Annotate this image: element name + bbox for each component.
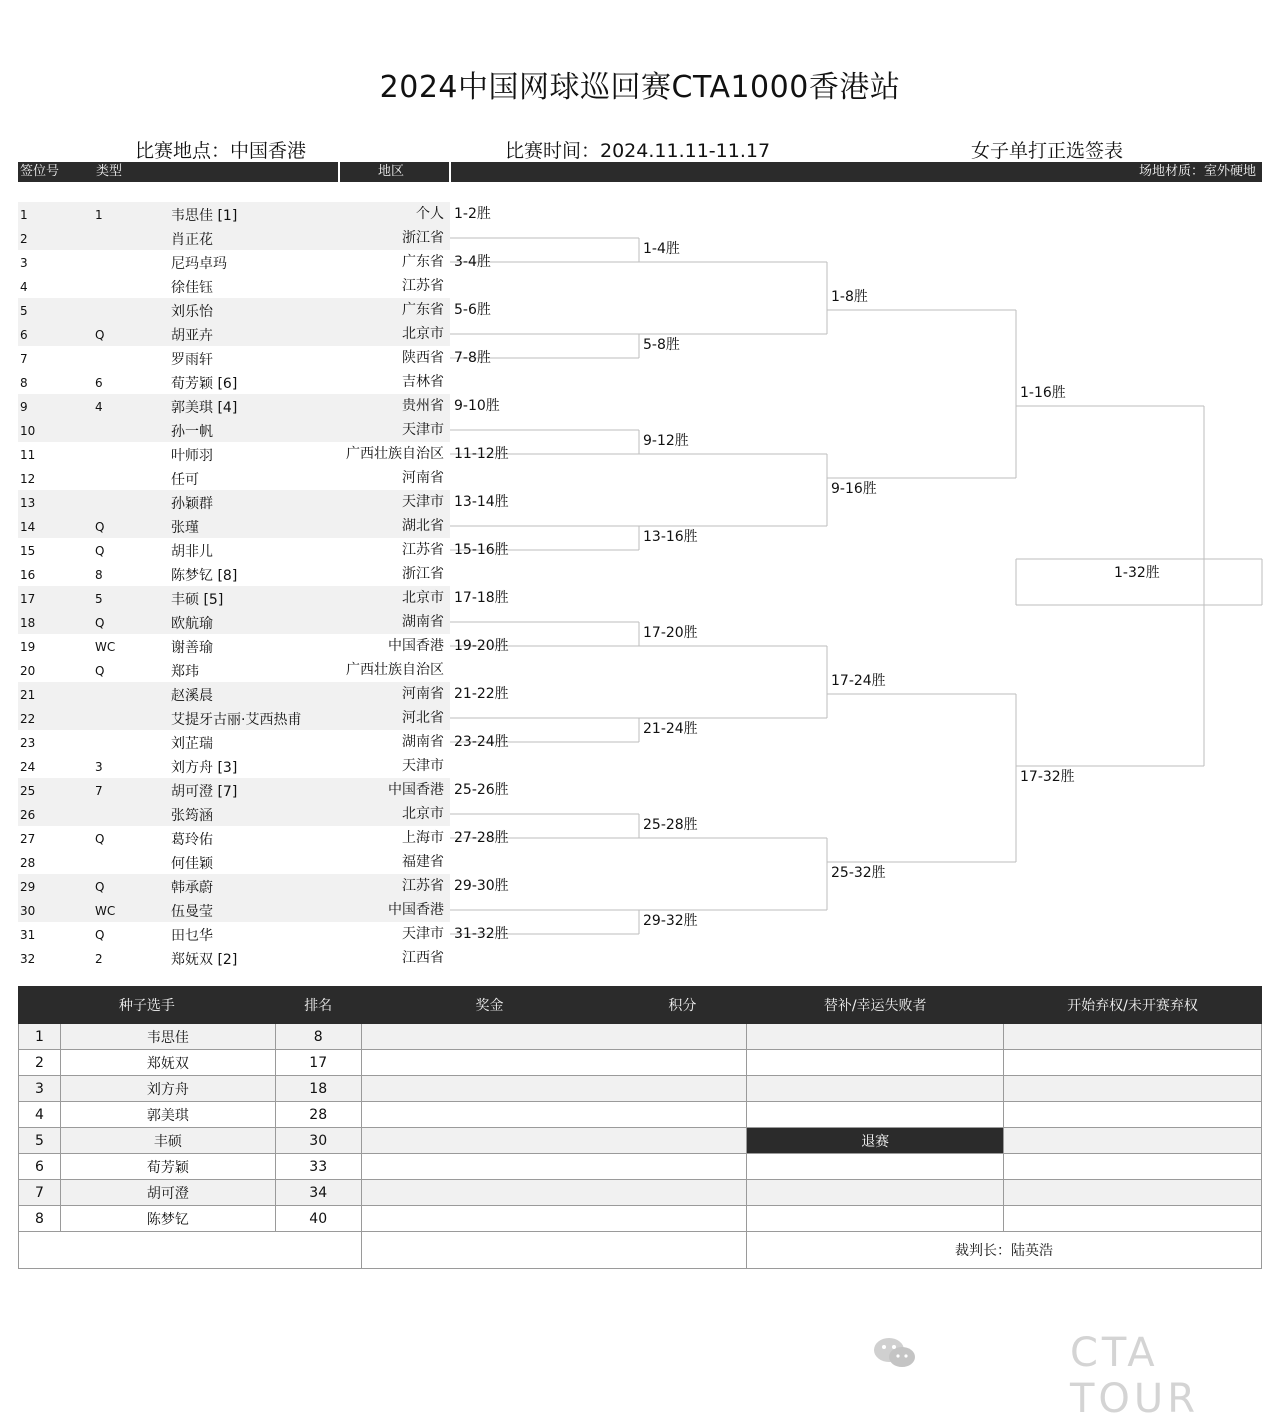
winner-slot-label: 29-30胜 xyxy=(454,878,509,894)
entry-type: Q xyxy=(95,664,105,678)
winner-slot-label: 5-6胜 xyxy=(454,302,491,318)
alternates-cell xyxy=(747,1024,1004,1050)
player-region: 河南省 xyxy=(402,686,444,702)
seed-row xyxy=(19,1024,1262,1050)
player-name: 张瑾 xyxy=(171,520,199,536)
player-region: 江西省 xyxy=(402,950,444,966)
player-name: 韦思佳 [1] xyxy=(171,208,238,224)
seed-name: 刘方舟 xyxy=(60,1076,275,1102)
player-region: 湖南省 xyxy=(402,614,444,630)
draw-position: 15 xyxy=(20,544,36,558)
player-name: 尼玛卓玛 xyxy=(171,256,227,272)
entry-type: 7 xyxy=(95,784,103,798)
prize-cell xyxy=(361,1076,747,1102)
player-name: 赵溪晨 xyxy=(171,688,213,704)
entry-type: 2 xyxy=(95,952,103,966)
player-name: 韩承蔚 xyxy=(171,880,213,896)
player-name: 罗雨轩 xyxy=(171,352,213,368)
player-region: 贵州省 xyxy=(402,398,444,414)
player-name: 徐佳钰 xyxy=(171,280,213,296)
entry-type: Q xyxy=(95,328,105,342)
region-header: 地区 xyxy=(378,164,405,179)
player-name: 田乜华 xyxy=(171,928,213,944)
winner-slot-label: 25-28胜 xyxy=(643,817,698,833)
player-region: 福建省 xyxy=(402,854,444,870)
player-name: 刘方舟 [3] xyxy=(171,760,238,776)
draw-position: 21 xyxy=(20,688,36,702)
retired-cell xyxy=(1004,1128,1262,1154)
draw-position: 1 xyxy=(20,208,28,222)
entry-type: 8 xyxy=(95,568,103,582)
seed-rank: 40 xyxy=(275,1206,361,1232)
player-name: 任可 xyxy=(171,472,199,488)
draw-position: 31 xyxy=(20,928,36,942)
winner-slot-label: 11-12胜 xyxy=(454,446,509,462)
retired-cell xyxy=(1004,1076,1262,1102)
retired-cell xyxy=(1004,1050,1262,1076)
draw-position: 27 xyxy=(20,832,36,846)
retired-cell xyxy=(1004,1102,1262,1128)
player-name: 胡可澄 [7] xyxy=(171,784,238,800)
player-region: 中国香港 xyxy=(388,782,444,798)
draw-position: 25 xyxy=(20,784,36,798)
winner-slot-label: 1-2胜 xyxy=(454,206,491,222)
player-region: 天津市 xyxy=(402,926,444,942)
alternates-cell xyxy=(747,1206,1004,1232)
draw-position: 32 xyxy=(20,952,36,966)
player-region: 北京市 xyxy=(402,326,444,342)
wechat-icon xyxy=(872,1336,918,1370)
player-name: 叶师羽 xyxy=(171,448,213,464)
seed-number: 1 xyxy=(19,1024,61,1050)
player-region: 广东省 xyxy=(402,302,444,318)
winner-slot-label: 21-22胜 xyxy=(454,686,509,702)
draw-no-header: 签位号 xyxy=(20,164,60,179)
player-region: 广西壮族自治区 xyxy=(346,662,444,678)
player-name: 郑妩双 [2] xyxy=(171,952,238,968)
prize-cell xyxy=(361,1206,747,1232)
draw-position: 17 xyxy=(20,592,36,606)
seed-rank: 34 xyxy=(275,1180,361,1206)
draw-position: 14 xyxy=(20,520,36,534)
player-name: 刘乐怡 xyxy=(171,304,213,320)
draw-position: 4 xyxy=(20,280,28,294)
player-name: 谢善瑜 xyxy=(171,640,213,656)
player-region: 江苏省 xyxy=(402,542,444,558)
player-name: 欧航瑜 xyxy=(171,616,213,632)
player-name: 郭美琪 [4] xyxy=(171,400,238,416)
player-region: 北京市 xyxy=(402,806,444,822)
draw-position: 28 xyxy=(20,856,36,870)
winner-slot-label: 1-8胜 xyxy=(831,289,868,305)
alternates-cell xyxy=(747,1076,1004,1102)
player-name: 丰硕 [5] xyxy=(171,592,224,608)
player-name: 葛玲佑 xyxy=(171,832,213,848)
player-region: 上海市 xyxy=(402,830,444,846)
prize-header: 奖金 xyxy=(361,987,618,1024)
draw-position: 30 xyxy=(20,904,36,918)
draw-position: 20 xyxy=(20,664,36,678)
entry-type: WC xyxy=(95,904,116,918)
draw-position: 2 xyxy=(20,232,28,246)
draw-position: 29 xyxy=(20,880,36,894)
seed-name: 丰硕 xyxy=(60,1128,275,1154)
seed-number: 3 xyxy=(19,1076,61,1102)
player-name: 刘芷瑞 xyxy=(171,736,213,752)
seed-name: 胡可澄 xyxy=(60,1180,275,1206)
alternates-header: 替补/幸运失败者 xyxy=(747,987,1004,1024)
winner-slot-label: 7-8胜 xyxy=(454,350,491,366)
seed-rank: 28 xyxy=(275,1102,361,1128)
seed-row xyxy=(19,1128,1262,1154)
alternates-cell xyxy=(747,1180,1004,1206)
winner-slot-label: 13-16胜 xyxy=(643,529,698,545)
seed-number: 2 xyxy=(19,1050,61,1076)
seed-rank: 33 xyxy=(275,1154,361,1180)
entry-type: Q xyxy=(95,832,105,846)
seed-number: 5 xyxy=(19,1128,61,1154)
seed-name: 荀芳颖 xyxy=(60,1154,275,1180)
winner-slot-label: 23-24胜 xyxy=(454,734,509,750)
draw-position: 8 xyxy=(20,376,28,390)
player-region: 天津市 xyxy=(402,422,444,438)
entry-type: Q xyxy=(95,544,105,558)
withdraw-label: 退赛 xyxy=(747,1128,1004,1154)
winner-slot-label: 9-16胜 xyxy=(831,481,877,497)
player-region: 广西壮族自治区 xyxy=(346,446,444,462)
winner-slot-label: 1-16胜 xyxy=(1020,385,1066,401)
winner-slot-label: 5-8胜 xyxy=(643,337,680,353)
draw-position: 6 xyxy=(20,328,28,342)
entry-type: 6 xyxy=(95,376,103,390)
seed-row xyxy=(19,1102,1262,1128)
player-name: 荀芳颖 [6] xyxy=(171,376,238,392)
draw-position: 26 xyxy=(20,808,36,822)
entry-type: 5 xyxy=(95,592,103,606)
player-name: 何佳颖 xyxy=(171,856,213,872)
player-name: 艾提牙古丽·艾西热甫 xyxy=(171,712,302,728)
venue-info: 比赛地点：中国香港 xyxy=(135,140,307,162)
player-region: 湖北省 xyxy=(402,518,444,534)
draw-position: 5 xyxy=(20,304,28,318)
footer-empty-cell xyxy=(361,1232,747,1269)
seed-rank: 8 xyxy=(275,1024,361,1050)
seed-row xyxy=(19,1180,1262,1206)
player-region: 湖南省 xyxy=(402,734,444,750)
player-name: 孙一帆 xyxy=(171,424,213,440)
winner-slot-label: 29-32胜 xyxy=(643,913,698,929)
entry-type: Q xyxy=(95,520,105,534)
player-region: 个人 xyxy=(416,206,444,222)
seed-name: 韦思佳 xyxy=(60,1024,275,1050)
player-region: 天津市 xyxy=(402,494,444,510)
prize-cell xyxy=(361,1024,747,1050)
winner-slot-label: 27-28胜 xyxy=(454,830,509,846)
alternates-cell xyxy=(747,1050,1004,1076)
referee: 裁判长：陆英浩 xyxy=(747,1232,1262,1269)
seed-row xyxy=(19,1050,1262,1076)
player-region: 北京市 xyxy=(402,590,444,606)
player-name: 胡亚卉 xyxy=(171,328,213,344)
draw-position: 18 xyxy=(20,616,36,630)
winner-slot-label: 9-10胜 xyxy=(454,398,500,414)
draw-position: 22 xyxy=(20,712,36,726)
event-info: 女子单打正选签表 xyxy=(971,140,1124,162)
draw-position: 13 xyxy=(20,496,36,510)
winner-slot-label: 15-16胜 xyxy=(454,542,509,558)
page-title: 2024中国网球巡回赛CTA1000香港站 xyxy=(379,70,901,105)
draw-position: 12 xyxy=(20,472,36,486)
seed-name: 郑妩双 xyxy=(60,1050,275,1076)
entry-type: Q xyxy=(95,928,105,942)
player-region: 广东省 xyxy=(402,254,444,270)
entry-type: 4 xyxy=(95,400,103,414)
winner-slot-label: 19-20胜 xyxy=(454,638,509,654)
player-region: 江苏省 xyxy=(402,878,444,894)
player-region: 浙江省 xyxy=(402,566,444,582)
footer-empty-cell xyxy=(19,1232,362,1269)
winner-slot-label: 21-24胜 xyxy=(643,721,698,737)
player-name: 孙颖群 xyxy=(171,496,213,512)
seed-row xyxy=(19,1206,1262,1232)
watermark-text: CTA TOUR xyxy=(1070,1330,1199,1422)
alternates-cell xyxy=(747,1154,1004,1180)
entry-type: Q xyxy=(95,616,105,630)
draw-position: 24 xyxy=(20,760,36,774)
player-region: 河北省 xyxy=(402,710,444,726)
winner-slot-label: 9-12胜 xyxy=(643,433,689,449)
winner-slot-label: 17-24胜 xyxy=(831,673,886,689)
entry-type: 3 xyxy=(95,760,103,774)
player-region: 河南省 xyxy=(402,470,444,486)
seed-rank: 18 xyxy=(275,1076,361,1102)
draw-position: 7 xyxy=(20,352,28,366)
retired-cell xyxy=(1004,1206,1262,1232)
player-region: 中国香港 xyxy=(388,902,444,918)
draw-position: 10 xyxy=(20,424,36,438)
draw-position: 19 xyxy=(20,640,36,654)
winner-slot-label: 31-32胜 xyxy=(454,926,509,942)
seed-row xyxy=(19,1076,1262,1102)
seeds-table xyxy=(18,986,1262,1269)
seed-rank: 30 xyxy=(275,1128,361,1154)
surface-header: 场地材质：室外硬地 xyxy=(1138,164,1256,179)
winner-slot-label: 17-18胜 xyxy=(454,590,509,606)
winner-slot-label: 1-4胜 xyxy=(643,241,680,257)
prize-cell xyxy=(361,1102,747,1128)
entry-type: 1 xyxy=(95,208,103,222)
draw-position: 3 xyxy=(20,256,28,270)
seed-number: 8 xyxy=(19,1206,61,1232)
player-region: 浙江省 xyxy=(402,230,444,246)
retired-cell xyxy=(1004,1180,1262,1206)
seed-row xyxy=(19,1154,1262,1180)
winner-slot-label: 3-4胜 xyxy=(454,254,491,270)
winner-slot-label: 1-32胜 xyxy=(1114,565,1160,581)
player-region: 江苏省 xyxy=(402,278,444,294)
seed-number: 4 xyxy=(19,1102,61,1128)
player-name: 胡非儿 xyxy=(171,544,213,560)
draw-position: 23 xyxy=(20,736,36,750)
prize-cell xyxy=(361,1180,747,1206)
rank-header: 排名 xyxy=(275,987,361,1024)
winner-slot-label: 25-32胜 xyxy=(831,865,886,881)
player-name: 陈梦钇 [8] xyxy=(171,568,238,584)
winner-slot-label: 13-14胜 xyxy=(454,494,509,510)
draw-position: 16 xyxy=(20,568,36,582)
player-name: 伍曼莹 xyxy=(171,904,213,920)
draw-position: 9 xyxy=(20,400,28,414)
seed-number: 7 xyxy=(19,1180,61,1206)
retired-cell xyxy=(1004,1024,1262,1050)
prize-cell xyxy=(361,1128,747,1154)
entry-type: Q xyxy=(95,880,105,894)
seed-name: 郭美琪 xyxy=(60,1102,275,1128)
prize-cell xyxy=(361,1154,747,1180)
player-region: 陕西省 xyxy=(402,350,444,366)
date-info: 比赛时间：2024.11.11-11.17 xyxy=(505,140,771,162)
player-region: 吉林省 xyxy=(402,374,444,390)
winner-slot-label: 17-32胜 xyxy=(1020,769,1075,785)
player-region: 天津市 xyxy=(402,758,444,774)
player-name: 张筠涵 xyxy=(171,808,213,824)
alternates-cell xyxy=(747,1102,1004,1128)
draw-position: 11 xyxy=(20,448,36,462)
seed-rank: 17 xyxy=(275,1050,361,1076)
seed-player-header: 种子选手 xyxy=(19,987,276,1024)
entry-type: WC xyxy=(95,640,116,654)
type-header: 类型 xyxy=(96,164,123,179)
winner-slot-label: 25-26胜 xyxy=(454,782,509,798)
player-region: 中国香港 xyxy=(388,638,444,654)
winner-slot-label: 17-20胜 xyxy=(643,625,698,641)
player-name: 郑玮 xyxy=(171,664,199,680)
prize-cell xyxy=(361,1050,747,1076)
retired-header: 开始弃权/未开赛弃权 xyxy=(1004,987,1262,1024)
points-header: 积分 xyxy=(618,987,747,1024)
player-name: 肖正花 xyxy=(171,232,213,248)
retired-cell xyxy=(1004,1154,1262,1180)
seed-number: 6 xyxy=(19,1154,61,1180)
seed-name: 陈梦钇 xyxy=(60,1206,275,1232)
